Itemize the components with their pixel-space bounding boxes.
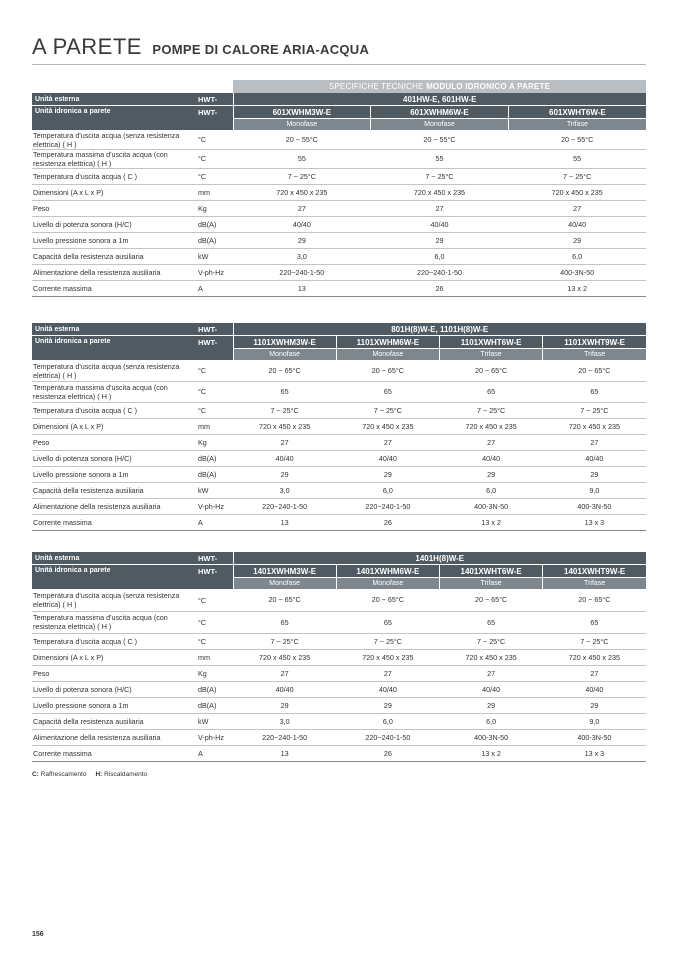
series-name: 401HW-E, 601HW-E bbox=[233, 93, 646, 106]
row-label: Alimentazione della resistenza ausiliaria bbox=[32, 264, 198, 280]
value-cell: 26 bbox=[336, 514, 439, 530]
value-cell: 7 ~ 25°C bbox=[336, 402, 439, 418]
spec-table bbox=[32, 552, 646, 762]
value-cell: 13 x 2 bbox=[440, 514, 543, 530]
row-unit: mm bbox=[198, 418, 233, 434]
spec-table bbox=[32, 323, 646, 531]
table-row bbox=[32, 168, 646, 184]
value-cell: 220~240-1-50 bbox=[336, 498, 439, 514]
row-label: Peso bbox=[32, 434, 198, 450]
value-cell: 7 ~ 25°C bbox=[233, 633, 336, 649]
row-unit: °C bbox=[198, 633, 233, 649]
value-cell: 40/40 bbox=[543, 450, 646, 466]
hwt-prefix: HWT- bbox=[198, 93, 233, 106]
value-cell: 7 ~ 25°C bbox=[508, 168, 646, 184]
value-cell: 27 bbox=[440, 665, 543, 681]
table-row bbox=[32, 402, 646, 418]
model-name: 1401XWHT9W-E bbox=[543, 565, 646, 578]
table-row bbox=[32, 713, 646, 729]
value-cell: 27 bbox=[336, 434, 439, 450]
series-name: 801H(8)W-E, 1101H(8)W-E bbox=[233, 323, 646, 336]
table-row bbox=[32, 611, 646, 633]
value-cell: 55 bbox=[371, 149, 509, 168]
phase-cell: Trifase bbox=[440, 349, 543, 361]
table-row bbox=[32, 434, 646, 450]
table-row bbox=[32, 248, 646, 264]
value-cell: 13 x 3 bbox=[543, 514, 646, 530]
value-cell: 6,0 bbox=[440, 482, 543, 498]
table-row bbox=[32, 589, 646, 611]
legend-c-key: C: bbox=[32, 771, 39, 778]
table-row bbox=[32, 498, 646, 514]
value-cell: 40/40 bbox=[233, 450, 336, 466]
row-label: Temperatura massima d'uscita acqua (con resistenza elettrica) ( H ) bbox=[32, 611, 198, 633]
row-unit: dB(A) bbox=[198, 681, 233, 697]
row-label: Peso bbox=[32, 665, 198, 681]
row-unit: kW bbox=[198, 713, 233, 729]
row-label: Capacità della resistenza ausiliaria bbox=[32, 713, 198, 729]
value-cell: 13 bbox=[233, 280, 371, 296]
value-cell: 720 x 450 x 235 bbox=[440, 649, 543, 665]
value-cell: 400-3N-50 bbox=[508, 264, 646, 280]
outdoor-unit-row bbox=[32, 93, 646, 106]
value-cell: 40/40 bbox=[543, 681, 646, 697]
value-cell: 3,0 bbox=[233, 248, 371, 264]
value-cell: 720 x 450 x 235 bbox=[371, 184, 509, 200]
phase-cell: Monofase bbox=[371, 119, 509, 131]
row-unit: °C bbox=[198, 149, 233, 168]
row-unit: °C bbox=[198, 130, 233, 149]
row-label: Temperatura d'uscita acqua (senza resistenza elettrica) ( H ) bbox=[32, 130, 198, 149]
value-cell: 13 x 3 bbox=[543, 745, 646, 761]
legend-c-text: Raffrescamento bbox=[40, 771, 87, 778]
row-label: Livello di potenza sonora (H/C) bbox=[32, 216, 198, 232]
model-name: 1101XWHT6W-E bbox=[440, 336, 543, 349]
value-cell: 720 x 450 x 235 bbox=[336, 418, 439, 434]
value-cell: 65 bbox=[440, 381, 543, 402]
value-cell: 6,0 bbox=[508, 248, 646, 264]
value-cell: 720 x 450 x 235 bbox=[543, 649, 646, 665]
spec-block-1 bbox=[32, 80, 646, 297]
value-cell: 20 ~ 65°C bbox=[336, 589, 439, 611]
row-unit: V-ph-Hz bbox=[198, 498, 233, 514]
outdoor-unit-label: Unità esterna bbox=[32, 323, 198, 336]
row-label: Temperatura d'uscita acqua ( C ) bbox=[32, 168, 198, 184]
spec-table bbox=[32, 93, 646, 297]
series-name: 1401H(8)W-E bbox=[233, 552, 646, 565]
value-cell: 13 x 2 bbox=[508, 280, 646, 296]
row-label: Temperatura d'uscita acqua ( C ) bbox=[32, 402, 198, 418]
value-cell: 65 bbox=[233, 611, 336, 633]
model-name: 1101XWHM3W-E bbox=[233, 336, 336, 349]
value-cell: 29 bbox=[233, 232, 371, 248]
phase-cell: Monofase bbox=[233, 578, 336, 590]
row-unit: A bbox=[198, 514, 233, 530]
row-label: Corrente massima bbox=[32, 745, 198, 761]
value-cell: 720 x 450 x 235 bbox=[233, 649, 336, 665]
value-cell: 27 bbox=[233, 665, 336, 681]
row-unit: dB(A) bbox=[198, 216, 233, 232]
row-unit: dB(A) bbox=[198, 466, 233, 482]
hwt-prefix: HWT- bbox=[198, 336, 233, 361]
banner-prefix: SPECIFICHE TECNICHE bbox=[328, 82, 427, 91]
table-row bbox=[32, 681, 646, 697]
value-cell: 220~240-1-50 bbox=[233, 498, 336, 514]
value-cell: 27 bbox=[543, 665, 646, 681]
value-cell: 29 bbox=[543, 697, 646, 713]
row-label: Livello di potenza sonora (H/C) bbox=[32, 450, 198, 466]
table-row bbox=[32, 466, 646, 482]
value-cell: 65 bbox=[543, 381, 646, 402]
value-cell: 3,0 bbox=[233, 482, 336, 498]
value-cell: 26 bbox=[371, 280, 509, 296]
phase-cell: Monofase bbox=[336, 578, 439, 590]
table-row bbox=[32, 649, 646, 665]
value-cell: 720 x 450 x 235 bbox=[233, 184, 371, 200]
model-name: 1101XWHM6W-E bbox=[336, 336, 439, 349]
value-cell: 720 x 450 x 235 bbox=[543, 418, 646, 434]
row-unit: °C bbox=[198, 611, 233, 633]
value-cell: 27 bbox=[543, 434, 646, 450]
row-label: Temperatura massima d'uscita acqua (con resistenza elettrica) ( H ) bbox=[32, 381, 198, 402]
value-cell: 7 ~ 25°C bbox=[336, 633, 439, 649]
table-row bbox=[32, 184, 646, 200]
value-cell: 3,0 bbox=[233, 713, 336, 729]
table-row bbox=[32, 482, 646, 498]
value-cell: 65 bbox=[336, 611, 439, 633]
value-cell: 400-3N-50 bbox=[440, 729, 543, 745]
row-label: Livello pressione sonora a 1m bbox=[32, 697, 198, 713]
legend-h-text: Riscaldamento bbox=[104, 771, 148, 778]
row-label: Dimensioni (A x L x P) bbox=[32, 649, 198, 665]
value-cell: 27 bbox=[508, 200, 646, 216]
wall-unit-row bbox=[32, 336, 646, 349]
table-row bbox=[32, 381, 646, 402]
phase-cell: Monofase bbox=[233, 119, 371, 131]
value-cell: 29 bbox=[233, 466, 336, 482]
value-cell: 7 ~ 25°C bbox=[440, 633, 543, 649]
table-row bbox=[32, 232, 646, 248]
page-subtitle: POMPE DI CALORE ARIA-ACQUA bbox=[152, 42, 370, 57]
row-label: Dimensioni (A x L x P) bbox=[32, 418, 198, 434]
value-cell: 65 bbox=[233, 381, 336, 402]
row-label: Temperatura d'uscita acqua (senza resistenza elettrica) ( H ) bbox=[32, 589, 198, 611]
value-cell: 20 ~ 65°C bbox=[233, 589, 336, 611]
phase-cell: Monofase bbox=[336, 349, 439, 361]
value-cell: 6,0 bbox=[336, 713, 439, 729]
wall-unit-label: Unità idronica a parete bbox=[32, 565, 198, 590]
row-unit: Kg bbox=[198, 665, 233, 681]
value-cell: 20 ~ 65°C bbox=[336, 360, 439, 381]
table-row bbox=[32, 729, 646, 745]
hwt-prefix: HWT- bbox=[198, 323, 233, 336]
value-cell: 400-3N-50 bbox=[440, 498, 543, 514]
value-cell: 400-3N-50 bbox=[543, 498, 646, 514]
wall-unit-label: Unità idronica a parete bbox=[32, 336, 198, 361]
value-cell: 40/40 bbox=[371, 216, 509, 232]
wall-unit-label: Unità idronica a parete bbox=[32, 106, 198, 131]
table-row bbox=[32, 665, 646, 681]
value-cell: 720 x 450 x 235 bbox=[336, 649, 439, 665]
outdoor-unit-label: Unità esterna bbox=[32, 93, 198, 106]
value-cell: 13 bbox=[233, 745, 336, 761]
value-cell: 7 ~ 25°C bbox=[543, 402, 646, 418]
row-unit: °C bbox=[198, 589, 233, 611]
row-unit: kW bbox=[198, 482, 233, 498]
value-cell: 26 bbox=[336, 745, 439, 761]
row-unit: °C bbox=[198, 360, 233, 381]
value-cell: 29 bbox=[543, 466, 646, 482]
value-cell: 29 bbox=[440, 466, 543, 482]
value-cell: 29 bbox=[336, 466, 439, 482]
row-label: Capacità della resistenza ausiliaria bbox=[32, 482, 198, 498]
outdoor-unit-row bbox=[32, 552, 646, 565]
table-row bbox=[32, 130, 646, 149]
value-cell: 40/40 bbox=[440, 681, 543, 697]
value-cell: 20 ~ 65°C bbox=[543, 589, 646, 611]
table-row bbox=[32, 450, 646, 466]
value-cell: 65 bbox=[440, 611, 543, 633]
row-unit: °C bbox=[198, 402, 233, 418]
value-cell: 27 bbox=[233, 434, 336, 450]
value-cell: 29 bbox=[508, 232, 646, 248]
row-unit: A bbox=[198, 280, 233, 296]
value-cell: 9,0 bbox=[543, 482, 646, 498]
value-cell: 40/40 bbox=[508, 216, 646, 232]
value-cell: 27 bbox=[336, 665, 439, 681]
spec-block-3 bbox=[32, 552, 646, 762]
row-unit: dB(A) bbox=[198, 450, 233, 466]
value-cell: 6,0 bbox=[371, 248, 509, 264]
phase-cell: Trifase bbox=[508, 119, 646, 131]
value-cell: 40/40 bbox=[336, 450, 439, 466]
row-label: Temperatura d'uscita acqua ( C ) bbox=[32, 633, 198, 649]
outdoor-unit-row bbox=[32, 323, 646, 336]
model-name: 601XWHM6W-E bbox=[371, 106, 509, 119]
row-label: Dimensioni (A x L x P) bbox=[32, 184, 198, 200]
row-unit: V-ph-Hz bbox=[198, 729, 233, 745]
table-row bbox=[32, 216, 646, 232]
value-cell: 220~240-1-50 bbox=[233, 264, 371, 280]
row-label: Livello di potenza sonora (H/C) bbox=[32, 681, 198, 697]
row-label: Alimentazione della resistenza ausiliaria bbox=[32, 729, 198, 745]
value-cell: 20 ~ 65°C bbox=[440, 360, 543, 381]
table-row bbox=[32, 514, 646, 530]
value-cell: 55 bbox=[508, 149, 646, 168]
value-cell: 20 ~ 65°C bbox=[543, 360, 646, 381]
model-name: 1401XWHM3W-E bbox=[233, 565, 336, 578]
row-unit: Kg bbox=[198, 434, 233, 450]
phase-cell: Trifase bbox=[543, 349, 646, 361]
value-cell: 20 ~ 55°C bbox=[508, 130, 646, 149]
hwt-prefix: HWT- bbox=[198, 106, 233, 131]
row-label: Temperatura d'uscita acqua (senza resistenza elettrica) ( H ) bbox=[32, 360, 198, 381]
table-row bbox=[32, 264, 646, 280]
value-cell: 20 ~ 65°C bbox=[233, 360, 336, 381]
legend-h-key: H: bbox=[95, 771, 103, 778]
row-unit: V-ph-Hz bbox=[198, 264, 233, 280]
table-row bbox=[32, 360, 646, 381]
spec-block-2 bbox=[32, 323, 646, 531]
table-row bbox=[32, 418, 646, 434]
row-label: Temperatura massima d'uscita acqua (con resistenza elettrica) ( H ) bbox=[32, 149, 198, 168]
row-label: Livello pressione sonora a 1m bbox=[32, 232, 198, 248]
row-label: Peso bbox=[32, 200, 198, 216]
outdoor-unit-label: Unità esterna bbox=[32, 552, 198, 565]
page-number: 156 bbox=[32, 931, 44, 938]
value-cell: 13 bbox=[233, 514, 336, 530]
value-cell: 6,0 bbox=[440, 713, 543, 729]
value-cell: 720 x 450 x 235 bbox=[508, 184, 646, 200]
row-label: Capacità della resistenza ausiliaria bbox=[32, 248, 198, 264]
specs-banner bbox=[233, 80, 646, 93]
wall-unit-row bbox=[32, 565, 646, 578]
table-row bbox=[32, 280, 646, 296]
row-label: Corrente massima bbox=[32, 514, 198, 530]
value-cell: 20 ~ 55°C bbox=[371, 130, 509, 149]
row-unit: mm bbox=[198, 649, 233, 665]
value-cell: 40/40 bbox=[233, 216, 371, 232]
value-cell: 29 bbox=[336, 697, 439, 713]
value-cell: 27 bbox=[440, 434, 543, 450]
phase-cell: Trifase bbox=[440, 578, 543, 590]
value-cell: 40/40 bbox=[336, 681, 439, 697]
row-unit: °C bbox=[198, 168, 233, 184]
hwt-prefix: HWT- bbox=[198, 552, 233, 565]
value-cell: 220~240-1-50 bbox=[371, 264, 509, 280]
value-cell: 65 bbox=[336, 381, 439, 402]
row-label: Alimentazione della resistenza ausiliaria bbox=[32, 498, 198, 514]
model-name: 1401XWHT6W-E bbox=[440, 565, 543, 578]
table-row bbox=[32, 697, 646, 713]
model-name: 1101XWHT9W-E bbox=[543, 336, 646, 349]
table-row bbox=[32, 149, 646, 168]
value-cell: 720 x 450 x 235 bbox=[440, 418, 543, 434]
value-cell: 40/40 bbox=[440, 450, 543, 466]
value-cell: 27 bbox=[371, 200, 509, 216]
row-label: Corrente massima bbox=[32, 280, 198, 296]
value-cell: 20 ~ 55°C bbox=[233, 130, 371, 149]
page-title: A PARETE bbox=[32, 34, 142, 59]
value-cell: 55 bbox=[233, 149, 371, 168]
legend bbox=[32, 771, 147, 778]
value-cell: 20 ~ 65°C bbox=[440, 589, 543, 611]
value-cell: 13 x 2 bbox=[440, 745, 543, 761]
value-cell: 7 ~ 25°C bbox=[233, 402, 336, 418]
row-unit: mm bbox=[198, 184, 233, 200]
value-cell: 7 ~ 25°C bbox=[543, 633, 646, 649]
value-cell: 7 ~ 25°C bbox=[371, 168, 509, 184]
value-cell: 9,0 bbox=[543, 713, 646, 729]
row-unit: Kg bbox=[198, 200, 233, 216]
row-unit: °C bbox=[198, 381, 233, 402]
value-cell: 40/40 bbox=[233, 681, 336, 697]
value-cell: 27 bbox=[233, 200, 371, 216]
value-cell: 29 bbox=[440, 697, 543, 713]
phase-cell: Monofase bbox=[233, 349, 336, 361]
value-cell: 220~240-1-50 bbox=[336, 729, 439, 745]
page-header bbox=[32, 34, 646, 65]
row-unit: A bbox=[198, 745, 233, 761]
value-cell: 29 bbox=[371, 232, 509, 248]
value-cell: 7 ~ 25°C bbox=[440, 402, 543, 418]
hwt-prefix: HWT- bbox=[198, 565, 233, 590]
model-name: 601XWHM3W-E bbox=[233, 106, 371, 119]
value-cell: 220~240-1-50 bbox=[233, 729, 336, 745]
value-cell: 29 bbox=[233, 697, 336, 713]
model-name: 601XWHT6W-E bbox=[508, 106, 646, 119]
row-unit: dB(A) bbox=[198, 697, 233, 713]
value-cell: 65 bbox=[543, 611, 646, 633]
table-row bbox=[32, 745, 646, 761]
row-label: Livello pressione sonora a 1m bbox=[32, 466, 198, 482]
wall-unit-row bbox=[32, 106, 646, 119]
banner-bold: MODULO IDRONICO A PARETE bbox=[426, 82, 551, 91]
value-cell: 7 ~ 25°C bbox=[233, 168, 371, 184]
value-cell: 400-3N-50 bbox=[543, 729, 646, 745]
value-cell: 720 x 450 x 235 bbox=[233, 418, 336, 434]
phase-cell: Trifase bbox=[543, 578, 646, 590]
model-name: 1401XWHM6W-E bbox=[336, 565, 439, 578]
row-unit: kW bbox=[198, 248, 233, 264]
row-unit: dB(A) bbox=[198, 232, 233, 248]
table-row bbox=[32, 633, 646, 649]
table-row bbox=[32, 200, 646, 216]
value-cell: 6,0 bbox=[336, 482, 439, 498]
